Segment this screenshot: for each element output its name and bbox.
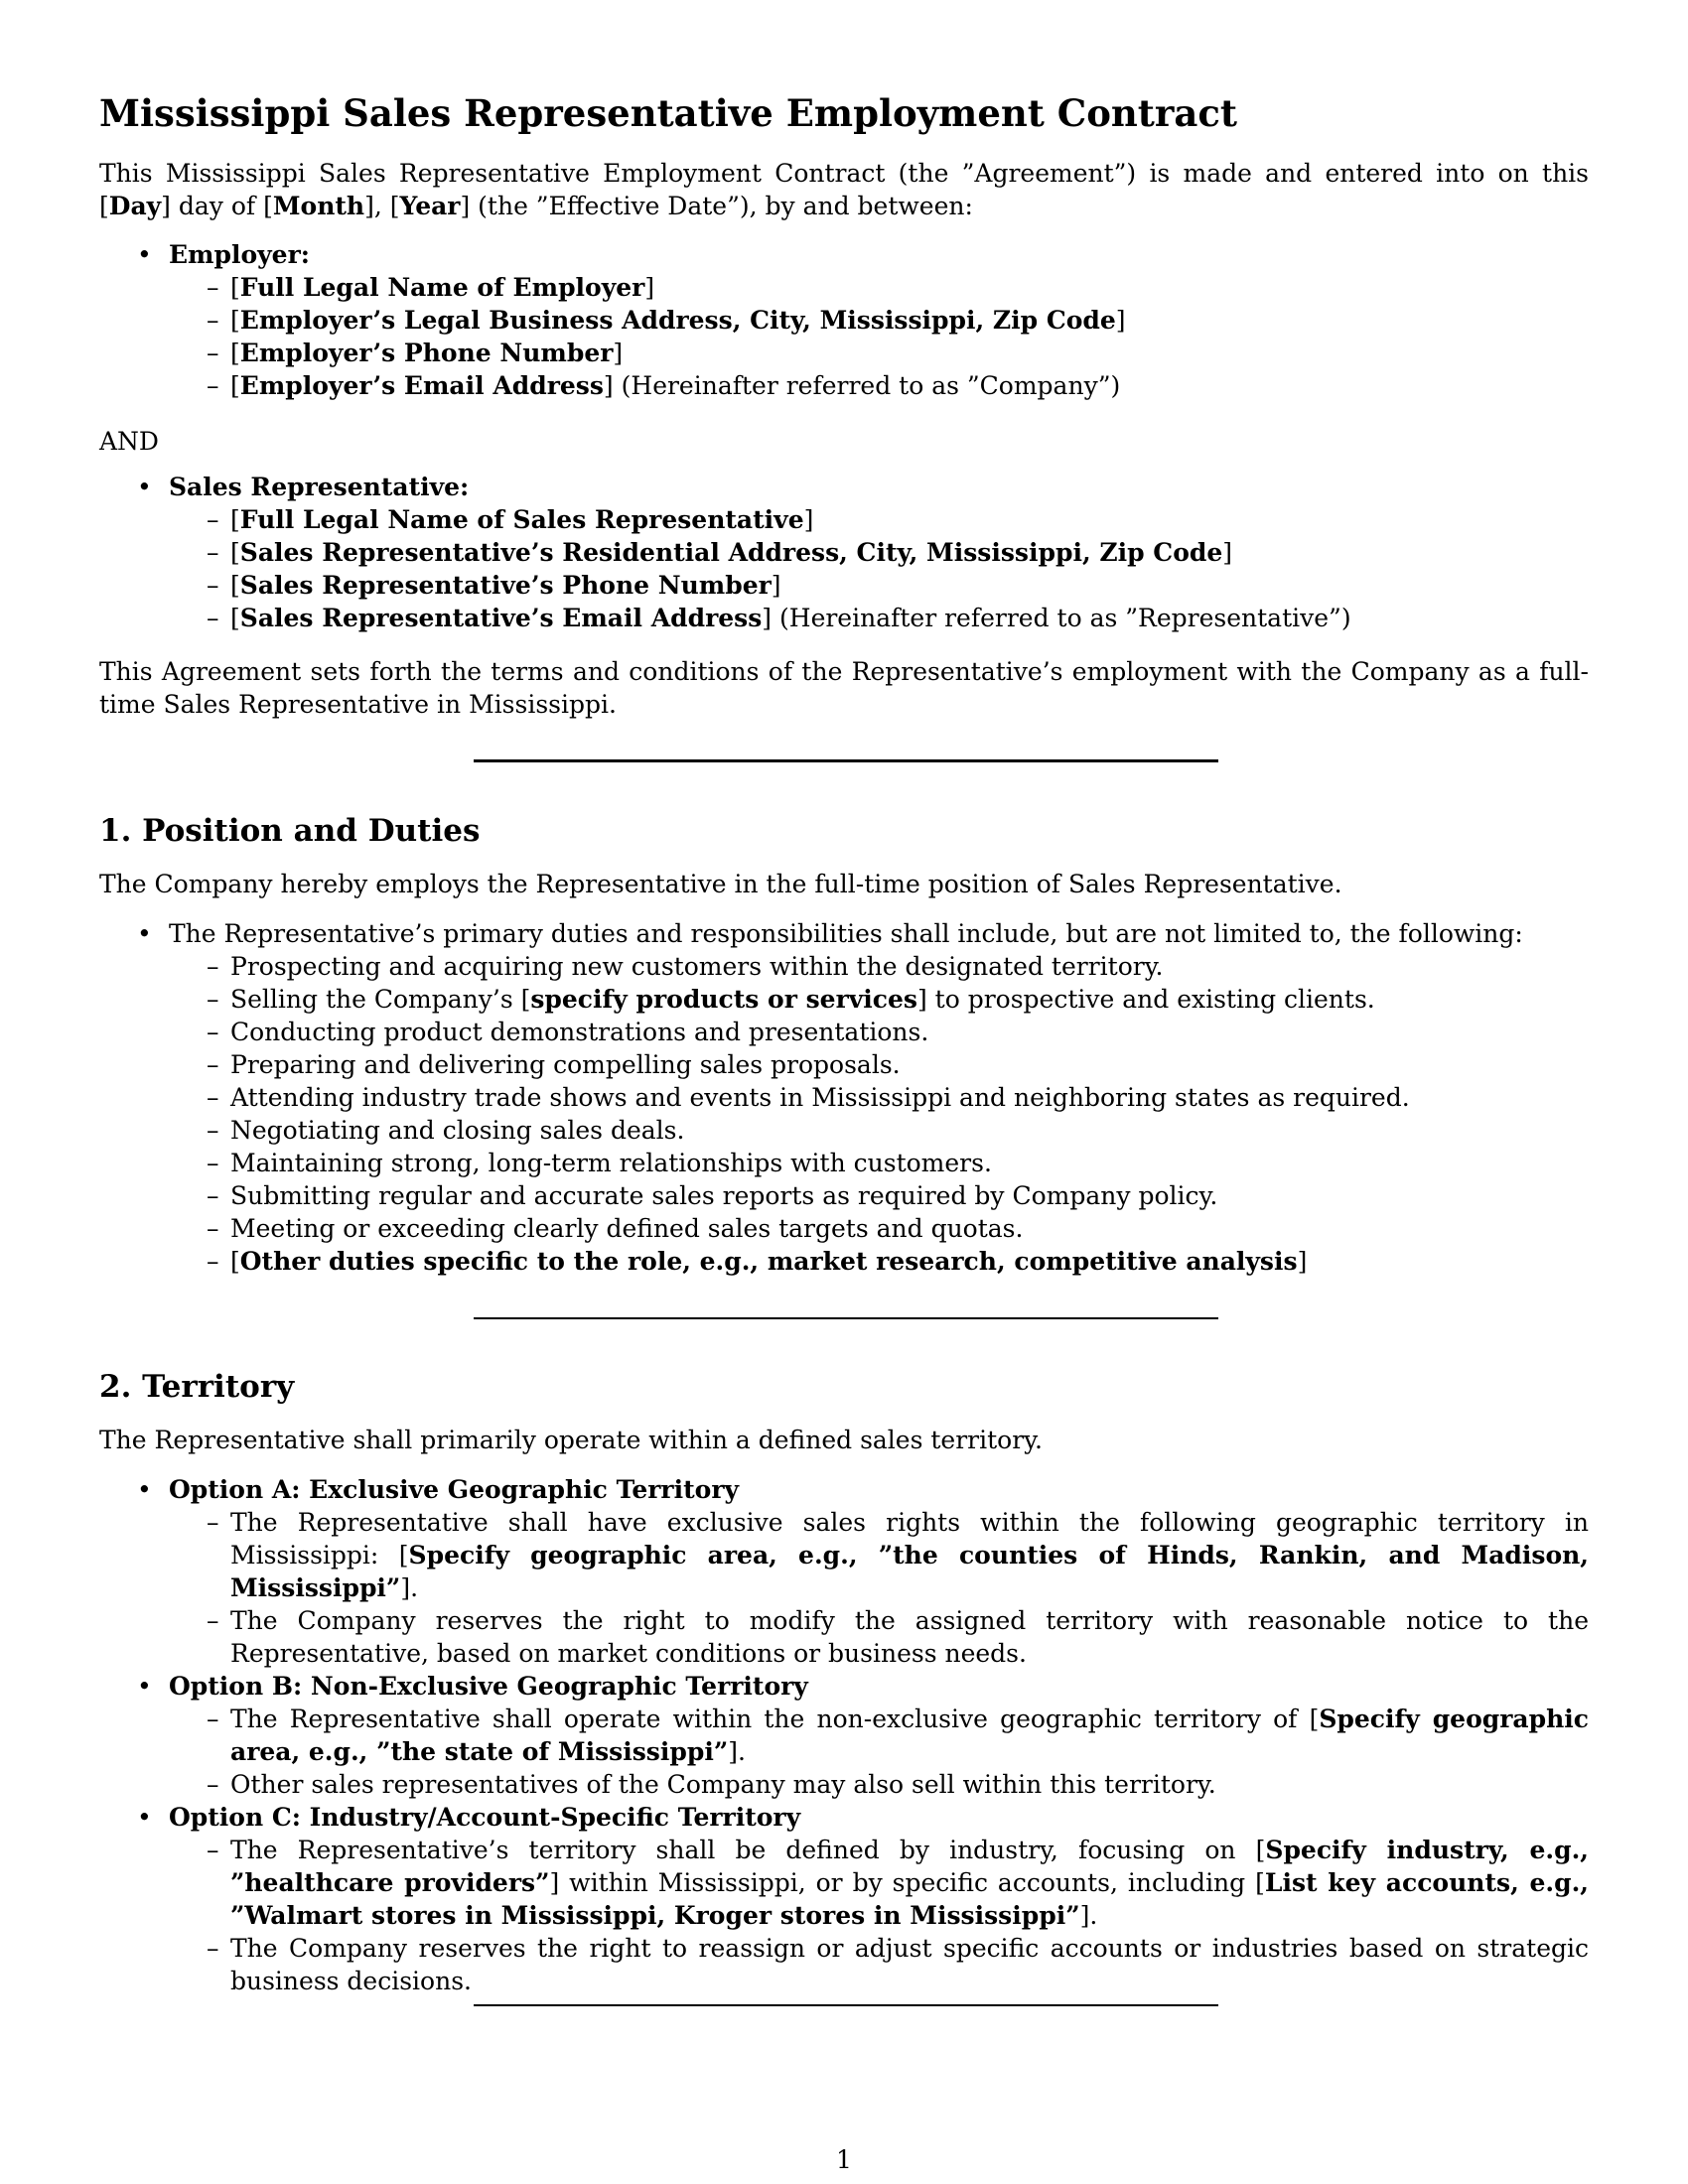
option-c [99, 1801, 1589, 1997]
employer-suffix: (Hereinafter referred to as ”Company”) [613, 371, 1121, 400]
section-2-heading: 2. Territory [99, 1369, 295, 1405]
duty-text: ] to prospective and existing clients. [916, 985, 1375, 1014]
option-c-heading: Option C: Industry/Account-Specific Territory [169, 1803, 801, 1832]
option-text: ]. [400, 1573, 419, 1602]
option-text: ]. [1079, 1901, 1098, 1930]
rep-phone-placeholder: Sales Representative’s Phone Number [239, 571, 772, 600]
section-2-intro: The Representative shall primarily operate within a defined sales territory. [99, 1426, 1043, 1454]
option-c-item [169, 1834, 1589, 1932]
representative-item: – [Sales Representative’s Email Address] (Hereinafter referred to as ”Representative”) [169, 602, 1589, 634]
representative-item: – [Sales Representative’s Residential Address, City, Mississippi, Zip Code] [169, 536, 1589, 569]
employer-item: – [Employer’s Phone Number] [169, 337, 1589, 369]
industry-placeholder: Specify industry, e.g., ”healthcare providers” [230, 1836, 1589, 1897]
duties-block [99, 917, 1589, 1278]
option-b [99, 1670, 1589, 1801]
option-a-heading: Option A: Exclusive Geographic Territory [169, 1475, 740, 1504]
representative-block [99, 471, 1589, 634]
employer-email-placeholder: Employer’s Email Address [239, 371, 604, 400]
section-divider [474, 759, 1218, 762]
duty-item: – Negotiating and closing sales deals. [169, 1114, 1589, 1147]
intro-text: ] (the ”Effective Date”), by and between: [460, 192, 973, 220]
geographic-area-placeholder: Specify geographic area, e.g., ”the counties of Hinds, Rankin, and Madison, Mississippi” [230, 1541, 1589, 1602]
and-text: AND [99, 427, 159, 456]
section-1-heading: 1. Position and Duties [99, 813, 481, 849]
duty-item: – Preparing and delivering compelling sales proposals. [169, 1048, 1589, 1081]
territory-options [99, 1473, 1589, 1997]
duty-item [169, 983, 1589, 1016]
duty-item: – Attending industry trade shows and events in Mississippi and neighboring states as required. [169, 1081, 1589, 1114]
option-a-item [169, 1506, 1589, 1604]
option-text: The Representative shall operate within the non-exclusive geographic territory of [ [230, 1705, 1320, 1733]
representative-suffix: (Hereinafter referred to as ”Representative”) [772, 604, 1351, 632]
employer-item: – [Full Legal Name of Employer] [169, 271, 1589, 304]
duty-item: – Conducting product demonstrations and presentations. [169, 1016, 1589, 1048]
option-b-item [169, 1703, 1589, 1768]
employer-item: – [Employer’s Legal Business Address, City, Mississippi, Zip Code] [169, 304, 1589, 337]
other-duties-placeholder: Other duties specific to the role, e.g., market research, competitive analysis [239, 1247, 1298, 1276]
duty-text: Selling the Company’s [ [230, 985, 531, 1014]
option-b-heading: Option B: Non-Exclusive Geographic Territory [169, 1672, 808, 1701]
option-c-item: – The Company reserves the right to reassign or adjust specific accounts or industries based on strategic business decisions. [169, 1932, 1589, 1997]
section-divider [474, 2004, 1218, 2006]
duty-item: – Prospecting and acquiring new customers within the designated territory. [169, 950, 1589, 983]
employer-item: – [Employer’s Email Address] (Hereinafter referred to as ”Company”) [169, 369, 1589, 402]
representative-item: – [Full Legal Name of Sales Representative] [169, 503, 1589, 536]
option-text: The Representative’s territory shall be defined by industry, focusing on [ [230, 1836, 1266, 1864]
section-divider [474, 1317, 1218, 1319]
option-b-item: – Other sales representatives of the Company may also sell within this territory. [169, 1768, 1589, 1801]
rep-email-placeholder: Sales Representative’s Email Address [239, 604, 763, 632]
employer-phone-placeholder: Employer’s Phone Number [239, 339, 614, 367]
option-text: The Representative shall have exclusive sales rights within the following geographic territory in Mississippi: [ [230, 1508, 1589, 1570]
option-text: ]. [728, 1737, 746, 1766]
section-1-intro: The Company hereby employs the Representative in the full-time position of Sales Representative. [99, 870, 1342, 898]
accounts-placeholder: List key accounts, e.g., ”Walmart stores in Mississippi, Kroger stores in Mississippi” [230, 1868, 1589, 1930]
duty-item: – Meeting or exceeding clearly defined sales targets and quotas. [169, 1212, 1589, 1245]
employer-heading: Employer: [169, 240, 310, 269]
page-number: 1 [836, 2145, 852, 2174]
representative-heading: Sales Representative: [169, 473, 470, 501]
option-a [99, 1473, 1589, 1670]
duties-intro: The Representative’s primary duties and responsibilities shall include, but are not limited to, the following: [169, 919, 1523, 948]
option-a-item: – The Company reserves the right to modify the assigned territory with reasonable notice to the Representative, based on market conditions or business needs. [169, 1604, 1589, 1670]
rep-address-placeholder: Sales Representative’s Residential Address, City, Mississippi, Zip Code [239, 538, 1223, 567]
intro-text: ] day of [ [161, 192, 273, 220]
year-placeholder: Year [399, 192, 461, 220]
duty-item: – Maintaining strong, long-term relationships with customers. [169, 1147, 1589, 1179]
employer-block [99, 238, 1589, 402]
duties-bullet [99, 917, 1589, 1278]
purpose-paragraph: This Agreement sets forth the terms and conditions of the Representative’s employment with the Company as a full-time Sales Representative in Mississippi. [99, 657, 1589, 719]
rep-name-placeholder: Full Legal Name of Sales Representative [239, 505, 804, 534]
geographic-area-placeholder: Specify geographic area, e.g., ”the state of Mississippi” [230, 1705, 1589, 1766]
employer-address-placeholder: Employer’s Legal Business Address, City, Mississippi, Zip Code [239, 306, 1116, 335]
intro-paragraph [99, 157, 1589, 222]
employer-name-placeholder: Full Legal Name of Employer [239, 273, 645, 302]
duty-item: – Submitting regular and accurate sales reports as required by Company policy. [169, 1179, 1589, 1212]
document-title: Mississippi Sales Representative Employment Contract [99, 91, 1237, 135]
intro-text: This Mississippi Sales Representative Employment Contract (the ”Agreement”) is made and entered into on this [ [99, 159, 1589, 220]
representative-bullet [99, 471, 1589, 634]
duty-item: – [Other duties specific to the role, e.g., market research, competitive analysis] [169, 1245, 1589, 1278]
intro-text: ], [ [364, 192, 400, 220]
option-text: ] within Mississippi, or by specific accounts, including [ [549, 1868, 1265, 1897]
month-placeholder: Month [272, 192, 365, 220]
day-placeholder: Day [108, 192, 162, 220]
products-placeholder: specify products or services [530, 985, 917, 1014]
employer-bullet [99, 238, 1589, 402]
representative-item: – [Sales Representative’s Phone Number] [169, 569, 1589, 602]
